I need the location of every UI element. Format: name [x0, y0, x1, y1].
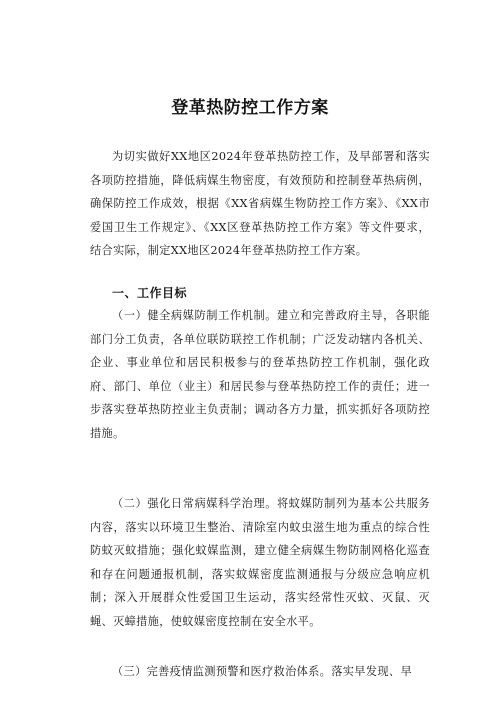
section-heading-goals: 一、工作目标 [112, 286, 188, 300]
goal-item-1-paragraph: （一）健全病媒防制工作机制。建立和完善政府主导，各职能部门分工负责，各单位联防联控工作机制；广泛发动辖内各机关、企业、事业单位和居民积极参与的登革热防控工作机制，强化政府、部门、单位（业主）和居民参与登革热防控工作的责任；进一步落实登革热防控业主负责制；调动各方力量，抓实抓好各项防控措施。 [90, 309, 430, 440]
intro-paragraph: 为切实做好XX地区2024年登革热防控工作，及早部署和落实各项防控措施，降低病媒生物密度，有效预防和控制登革热病例，确保防控工作成效，根据《XX省病媒生物防控工作方案》、《XX市爱国卫生工作规定》、《XX区登革热防控工作方案》等文件要求，结合实际，制定XX地区2024年登革热防控工作方案。 [90, 150, 430, 258]
document-title: 登革热防控工作方案 [171, 98, 329, 118]
goal-item-2-paragraph: （二）强化日常病媒科学治理。将蚊媒防制列为基本公共服务内容，落实以环境卫生整治、清除室内蚊虫滋生地为重点的综合性防蚊灭蚊措施；强化蚊媒监测，建立健全病媒生物防制网格化巡查和存在问题通报机制，落实蚊媒密度监测通报与分级应急响应机制；深入开展群众性爱国卫生运动，落实经常性灭蚊、灭鼠、灭蝇、灭蟑措施，使蚊媒密度控制在安全水平。 [90, 497, 430, 628]
goal-item-3-paragraph: （三）完善疫情监测预警和医疗救治体系。落实早发现、早 [112, 665, 412, 678]
